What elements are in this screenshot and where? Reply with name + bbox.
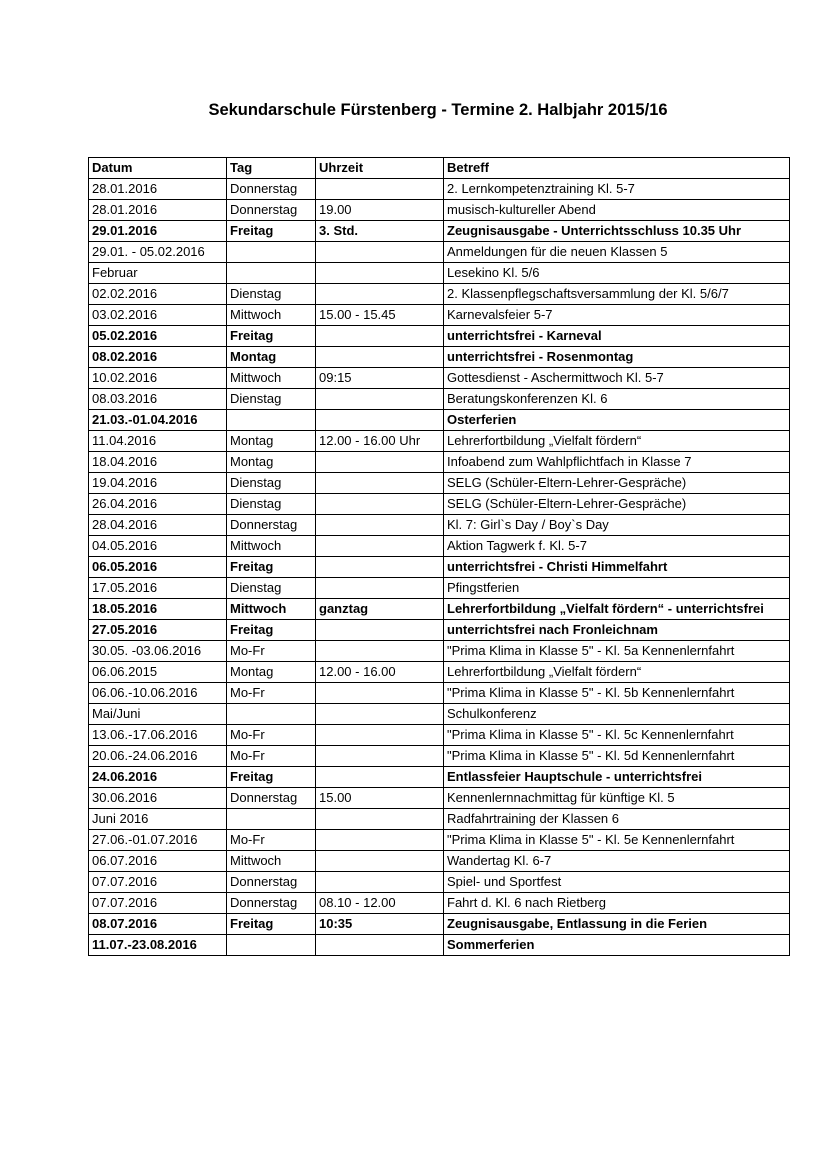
table-row — [89, 431, 790, 452]
cell-datum: 27.06.-01.07.2016 — [89, 830, 227, 851]
table-row — [89, 725, 790, 746]
cell-datum: 08.07.2016 — [89, 914, 227, 935]
table-row — [89, 221, 790, 242]
cell-tag: Mo-Fr — [227, 683, 316, 704]
cell-betreff: "Prima Klima in Klasse 5" - Kl. 5c Kennenlernfahrt — [444, 725, 790, 746]
cell-datum: 08.02.2016 — [89, 347, 227, 368]
cell-datum: Juni 2016 — [89, 809, 227, 830]
table-row — [89, 494, 790, 515]
cell-tag: Dienstag — [227, 494, 316, 515]
cell-uhrzeit — [316, 389, 444, 410]
cell-datum: 28.01.2016 — [89, 200, 227, 221]
cell-tag: Dienstag — [227, 284, 316, 305]
cell-datum: 07.07.2016 — [89, 893, 227, 914]
cell-datum: 28.01.2016 — [89, 179, 227, 200]
cell-uhrzeit — [316, 851, 444, 872]
table-row — [89, 830, 790, 851]
cell-datum: 27.05.2016 — [89, 620, 227, 641]
table-row — [89, 284, 790, 305]
cell-tag — [227, 935, 316, 956]
cell-datum: 06.05.2016 — [89, 557, 227, 578]
cell-datum: 11.04.2016 — [89, 431, 227, 452]
cell-datum: 07.07.2016 — [89, 872, 227, 893]
cell-datum: 24.06.2016 — [89, 767, 227, 788]
cell-uhrzeit — [316, 578, 444, 599]
cell-tag: Montag — [227, 662, 316, 683]
cell-uhrzeit — [316, 872, 444, 893]
cell-datum: 05.02.2016 — [89, 326, 227, 347]
cell-datum: 11.07.-23.08.2016 — [89, 935, 227, 956]
cell-betreff: unterrichtsfrei nach Fronleichnam — [444, 620, 790, 641]
cell-datum: 18.04.2016 — [89, 452, 227, 473]
table-row — [89, 347, 790, 368]
table-row — [89, 326, 790, 347]
cell-tag: Freitag — [227, 914, 316, 935]
cell-uhrzeit — [316, 809, 444, 830]
cell-uhrzeit — [316, 935, 444, 956]
cell-betreff: Gottesdienst - Aschermittwoch Kl. 5-7 — [444, 368, 790, 389]
cell-tag: Mo-Fr — [227, 725, 316, 746]
cell-betreff: Zeugnisausgabe - Unterrichtsschluss 10.35 Uhr — [444, 221, 790, 242]
table-row — [89, 935, 790, 956]
cell-betreff: SELG (Schüler-Eltern-Lehrer-Gespräche) — [444, 494, 790, 515]
cell-uhrzeit: 19.00 — [316, 200, 444, 221]
cell-tag: Mittwoch — [227, 536, 316, 557]
cell-tag: Dienstag — [227, 389, 316, 410]
cell-uhrzeit: 12.00 - 16.00 — [316, 662, 444, 683]
cell-betreff: Lehrerfortbildung „Vielfalt fördern“ — [444, 431, 790, 452]
cell-tag: Freitag — [227, 557, 316, 578]
cell-tag: Freitag — [227, 767, 316, 788]
cell-uhrzeit — [316, 326, 444, 347]
cell-tag: Mo-Fr — [227, 641, 316, 662]
cell-uhrzeit: 09:15 — [316, 368, 444, 389]
cell-betreff: Osterferien — [444, 410, 790, 431]
table-row — [89, 452, 790, 473]
cell-uhrzeit: 15.00 — [316, 788, 444, 809]
table-row — [89, 914, 790, 935]
cell-datum: 06.06.2015 — [89, 662, 227, 683]
cell-datum: Mai/Juni — [89, 704, 227, 725]
cell-uhrzeit — [316, 284, 444, 305]
cell-uhrzeit — [316, 767, 444, 788]
cell-tag: Mo-Fr — [227, 830, 316, 851]
cell-uhrzeit — [316, 347, 444, 368]
cell-betreff: Lehrerfortbildung „Vielfalt fördern“ — [444, 662, 790, 683]
cell-betreff: musisch-kultureller Abend — [444, 200, 790, 221]
table-row — [89, 242, 790, 263]
cell-uhrzeit: 3. Std. — [316, 221, 444, 242]
cell-betreff: "Prima Klima in Klasse 5" - Kl. 5d Kennenlernfahrt — [444, 746, 790, 767]
cell-uhrzeit — [316, 557, 444, 578]
cell-betreff: Spiel- und Sportfest — [444, 872, 790, 893]
cell-betreff: 2. Klassenpflegschaftsversammlung der Kl. 5/6/7 — [444, 284, 790, 305]
table-row — [89, 305, 790, 326]
cell-tag: Montag — [227, 431, 316, 452]
table-row — [89, 473, 790, 494]
table-row — [89, 368, 790, 389]
cell-uhrzeit — [316, 704, 444, 725]
cell-datum: 19.04.2016 — [89, 473, 227, 494]
cell-uhrzeit: 08.10 - 12.00 — [316, 893, 444, 914]
table-row — [89, 704, 790, 725]
cell-datum: 10.02.2016 — [89, 368, 227, 389]
cell-datum: 04.05.2016 — [89, 536, 227, 557]
cell-betreff: "Prima Klima in Klasse 5" - Kl. 5e Kennenlernfahrt — [444, 830, 790, 851]
cell-uhrzeit — [316, 494, 444, 515]
cell-datum: 28.04.2016 — [89, 515, 227, 536]
table-header-row — [89, 158, 790, 179]
table-row — [89, 536, 790, 557]
cell-betreff: Sommerferien — [444, 935, 790, 956]
cell-betreff: Kl. 7: Girl`s Day / Boy`s Day — [444, 515, 790, 536]
cell-uhrzeit: 10:35 — [316, 914, 444, 935]
table-row — [89, 872, 790, 893]
cell-tag: Donnerstag — [227, 893, 316, 914]
header-betreff: Betreff — [444, 158, 790, 179]
table-row — [89, 578, 790, 599]
cell-betreff: Zeugnisausgabe, Entlassung in die Ferien — [444, 914, 790, 935]
cell-betreff: 2. Lernkompetenztraining Kl. 5-7 — [444, 179, 790, 200]
cell-datum: Februar — [89, 263, 227, 284]
table-row — [89, 410, 790, 431]
cell-datum: 18.05.2016 — [89, 599, 227, 620]
cell-betreff: Fahrt d. Kl. 6 nach Rietberg — [444, 893, 790, 914]
cell-datum: 02.02.2016 — [89, 284, 227, 305]
cell-datum: 08.03.2016 — [89, 389, 227, 410]
table-row — [89, 389, 790, 410]
cell-uhrzeit — [316, 830, 444, 851]
cell-datum: 30.06.2016 — [89, 788, 227, 809]
cell-tag: Mittwoch — [227, 851, 316, 872]
table-row — [89, 641, 790, 662]
cell-betreff: unterrichtsfrei - Rosenmontag — [444, 347, 790, 368]
cell-betreff: Pfingstferien — [444, 578, 790, 599]
cell-betreff: Infoabend zum Wahlpflichtfach in Klasse 7 — [444, 452, 790, 473]
cell-betreff: Lehrerfortbildung „Vielfalt fördern“ - unterrichtsfrei — [444, 599, 790, 620]
cell-betreff: unterrichtsfrei - Karneval — [444, 326, 790, 347]
cell-tag: Donnerstag — [227, 179, 316, 200]
cell-tag: Mittwoch — [227, 368, 316, 389]
cell-uhrzeit — [316, 515, 444, 536]
cell-betreff: "Prima Klima in Klasse 5" - Kl. 5b Kennenlernfahrt — [444, 683, 790, 704]
header-uhrzeit: Uhrzeit — [316, 158, 444, 179]
cell-datum: 17.05.2016 — [89, 578, 227, 599]
table-row — [89, 200, 790, 221]
table-row — [89, 746, 790, 767]
cell-uhrzeit — [316, 410, 444, 431]
cell-betreff: Aktion Tagwerk f. Kl. 5-7 — [444, 536, 790, 557]
cell-uhrzeit — [316, 746, 444, 767]
cell-betreff: Entlassfeier Hauptschule - unterrichtsfrei — [444, 767, 790, 788]
cell-uhrzeit: 15.00 - 15.45 — [316, 305, 444, 326]
cell-tag: Mittwoch — [227, 305, 316, 326]
cell-uhrzeit — [316, 452, 444, 473]
page-title: Sekundarschule Fürstenberg - Termine 2. Halbjahr 2015/16 — [208, 101, 668, 119]
cell-tag: Donnerstag — [227, 872, 316, 893]
cell-betreff: Beratungskonferenzen Kl. 6 — [444, 389, 790, 410]
cell-betreff: SELG (Schüler-Eltern-Lehrer-Gespräche) — [444, 473, 790, 494]
table-row — [89, 809, 790, 830]
cell-tag — [227, 242, 316, 263]
schedule-table — [88, 157, 790, 956]
cell-tag: Freitag — [227, 221, 316, 242]
cell-tag: Freitag — [227, 326, 316, 347]
cell-betreff: Kennenlernnachmittag für künftige Kl. 5 — [444, 788, 790, 809]
cell-uhrzeit — [316, 641, 444, 662]
cell-tag — [227, 263, 316, 284]
cell-betreff: Lesekino Kl. 5/6 — [444, 263, 790, 284]
cell-datum: 03.02.2016 — [89, 305, 227, 326]
cell-uhrzeit — [316, 473, 444, 494]
cell-tag: Mittwoch — [227, 599, 316, 620]
cell-uhrzeit: 12.00 - 16.00 Uhr — [316, 431, 444, 452]
cell-datum: 20.06.-24.06.2016 — [89, 746, 227, 767]
table-row — [89, 557, 790, 578]
cell-tag: Donnerstag — [227, 788, 316, 809]
table-row — [89, 767, 790, 788]
cell-tag: Dienstag — [227, 578, 316, 599]
cell-betreff: "Prima Klima in Klasse 5" - Kl. 5a Kennenlernfahrt — [444, 641, 790, 662]
cell-uhrzeit — [316, 725, 444, 746]
cell-betreff: Radfahrtraining der Klassen 6 — [444, 809, 790, 830]
cell-betreff: Karnevalsfeier 5-7 — [444, 305, 790, 326]
header-datum: Datum — [89, 158, 227, 179]
cell-datum: 29.01. - 05.02.2016 — [89, 242, 227, 263]
cell-betreff: Anmeldungen für die neuen Klassen 5 — [444, 242, 790, 263]
cell-datum: 06.07.2016 — [89, 851, 227, 872]
table-row — [89, 851, 790, 872]
table-row — [89, 662, 790, 683]
table-row — [89, 620, 790, 641]
cell-datum: 30.05. -03.06.2016 — [89, 641, 227, 662]
cell-uhrzeit — [316, 536, 444, 557]
cell-uhrzeit: ganztag — [316, 599, 444, 620]
cell-datum: 26.04.2016 — [89, 494, 227, 515]
cell-uhrzeit — [316, 242, 444, 263]
cell-datum: 13.06.-17.06.2016 — [89, 725, 227, 746]
cell-tag: Dienstag — [227, 473, 316, 494]
cell-betreff: Wandertag Kl. 6-7 — [444, 851, 790, 872]
table-row — [89, 683, 790, 704]
header-tag: Tag — [227, 158, 316, 179]
cell-tag: Donnerstag — [227, 200, 316, 221]
cell-datum: 29.01.2016 — [89, 221, 227, 242]
table-row — [89, 263, 790, 284]
table-row — [89, 788, 790, 809]
cell-tag: Montag — [227, 347, 316, 368]
cell-tag — [227, 704, 316, 725]
cell-tag: Montag — [227, 452, 316, 473]
cell-datum: 21.03.-01.04.2016 — [89, 410, 227, 431]
cell-datum: 06.06.-10.06.2016 — [89, 683, 227, 704]
cell-uhrzeit — [316, 683, 444, 704]
cell-tag — [227, 410, 316, 431]
table-row — [89, 599, 790, 620]
cell-tag — [227, 809, 316, 830]
cell-betreff: unterrichtsfrei - Christi Himmelfahrt — [444, 557, 790, 578]
cell-uhrzeit — [316, 263, 444, 284]
cell-uhrzeit — [316, 620, 444, 641]
cell-tag: Mo-Fr — [227, 746, 316, 767]
table-row — [89, 515, 790, 536]
table-row — [89, 893, 790, 914]
cell-betreff: Schulkonferenz — [444, 704, 790, 725]
table-row — [89, 179, 790, 200]
cell-tag: Freitag — [227, 620, 316, 641]
cell-tag: Donnerstag — [227, 515, 316, 536]
cell-uhrzeit — [316, 179, 444, 200]
